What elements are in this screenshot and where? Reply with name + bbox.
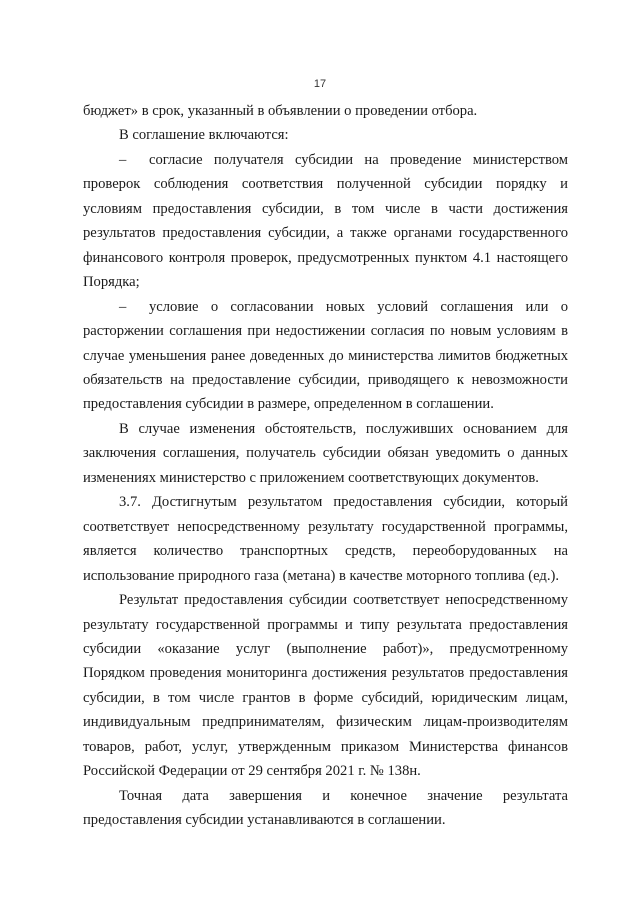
list-item-consent	[83, 148, 568, 295]
page-number: 17	[313, 78, 327, 90]
document-body	[83, 99, 568, 833]
paragraph-3-7: 3.7. Достигнутым результатом предоставления субсидии, который соответствует непосредственному результату государственной программы, является количество транспортных средств, переоборудованных на использование природного газа (метана) в качестве моторного топлива (ед.).	[83, 494, 568, 584]
list-item-condition	[83, 295, 568, 417]
list-item-text: условие о согласовании новых условий соглашения или о расторжении соглашения при недостижении согласия по новым условиям в случае уменьшения ранее доведенных до министерства лимитов бюджетных обязательств на предоставление субсидии, приводящего к невозможности предоставления субсидии в размере, определенном в соглашении.	[83, 298, 568, 413]
paragraph-exact-date: Точная дата завершения и конечное значение результата предоставления субсидии устанавливаются в соглашении.	[83, 787, 568, 829]
paragraph-agreement-includes: В соглашение включаются:	[119, 127, 289, 144]
paragraph-continuation: бюджет» в срок, указанный в объявлении о проведении отбора.	[83, 103, 478, 119]
dash-marker: –	[119, 298, 127, 315]
paragraph-change-circumstances: В случае изменения обстоятельств, послуживших основанием для заключения соглашения, получатель субсидии обязан уведомить о данных изменениях министерство с приложением соответствующих документов.	[83, 420, 568, 486]
dash-marker: –	[119, 151, 127, 168]
list-item-text: согласие получателя субсидии на проведение министерством проверок соблюдения соответствия полученной субсидии порядку и условиям предоставления субсидии, в том числе в части достижения результатов предоставления субсидии, а также органами государственного финансового контроля проверок, предусмотренных пунктом 4.1 настоящего Порядка;	[83, 151, 568, 291]
paragraph-result-type: Результат предоставления субсидии соответствует непосредственному результату государственной программы и типу результата предоставления субсидии «оказание услуг (выполнение работ)», предусмотренному Порядком проведения мониторинга достижения результатов предоставления субсидии, в том числе грантов в форме субсидий, юридическим лицам, индивидуальным предпринимателям, физическим лицам-производителям товаров, работ, услуг, утвержденным приказом Министерства финансов Российской Федерации от 29 сентября 2021 г. № 138н.	[83, 592, 568, 780]
